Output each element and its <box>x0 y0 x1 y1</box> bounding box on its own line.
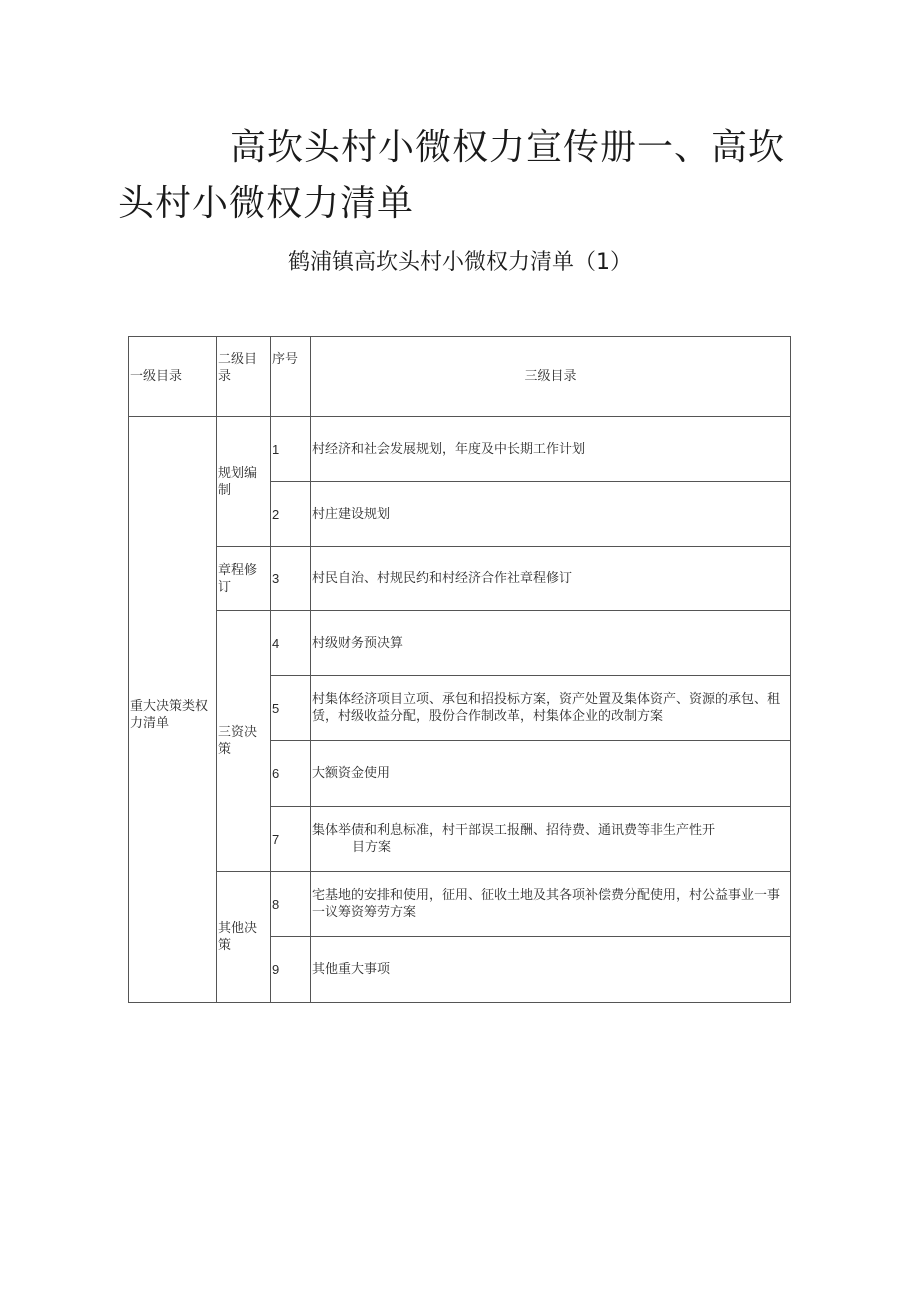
header-seq: 序号 <box>271 337 311 417</box>
seq-number: 7 <box>271 807 311 872</box>
item-text <box>311 807 791 872</box>
document-title: 高坎头村小微权力宣传册一、高坎头村小微权力清单 <box>118 127 786 224</box>
power-list-table <box>128 336 791 1003</box>
seq-number: 2 <box>271 482 311 547</box>
item-text: 村经济和社会发展规划，年度及中长期工作计划 <box>311 417 791 482</box>
header-level3: 三级目录 <box>311 337 791 417</box>
level2-group-assets: 三资决策 <box>217 611 271 872</box>
seq-number: 1 <box>271 417 311 482</box>
item-text: 其他重大事项 <box>311 937 791 1003</box>
level2-group-planning: 规划编制 <box>217 417 271 547</box>
table-header-row <box>129 337 791 417</box>
item-text-continuation: 目方案 <box>352 840 392 855</box>
item-text: 村集体经济项目立项、承包和招投标方案，资产处置及集体资产、资源的承包、租赁，村级收益分配，股份合作制改革，村集体企业的改制方案 <box>311 676 791 741</box>
level2-group-other: 其他决策 <box>217 872 271 1003</box>
seq-number: 8 <box>271 872 311 937</box>
item-text: 宅基地的安排和使用，征用、征收土地及其各项补偿费分配使用，村公益事业一事一议筹资筹劳方案 <box>311 872 791 937</box>
seq-number: 4 <box>271 611 311 676</box>
table-row <box>129 611 791 676</box>
seq-number: 9 <box>271 937 311 1003</box>
item-text: 村庄建设规划 <box>311 482 791 547</box>
item-text: 大额资金使用 <box>311 741 791 807</box>
level1-category: 重大决策类权力清单 <box>129 417 217 1003</box>
item-text: 村级财务预决算 <box>311 611 791 676</box>
header-level1: 一级目录 <box>129 337 217 417</box>
item-text: 村民自治、村规民约和村经济合作社章程修订 <box>311 547 791 611</box>
level2-group-charter: 章程修订 <box>217 547 271 611</box>
item-text-line: 集体举债和利息标准，村干部误工报酬、招待费、通讯费等非生产性开 <box>312 823 716 838</box>
table-row <box>129 547 791 611</box>
table-row <box>129 872 791 937</box>
seq-number: 6 <box>271 741 311 807</box>
table-row <box>129 417 791 482</box>
header-level2: 二级目录 <box>217 337 271 417</box>
seq-number: 5 <box>271 676 311 741</box>
seq-number: 3 <box>271 547 311 611</box>
table-title: 鹤浦镇高坎头村小微权力清单（1） <box>288 250 632 275</box>
